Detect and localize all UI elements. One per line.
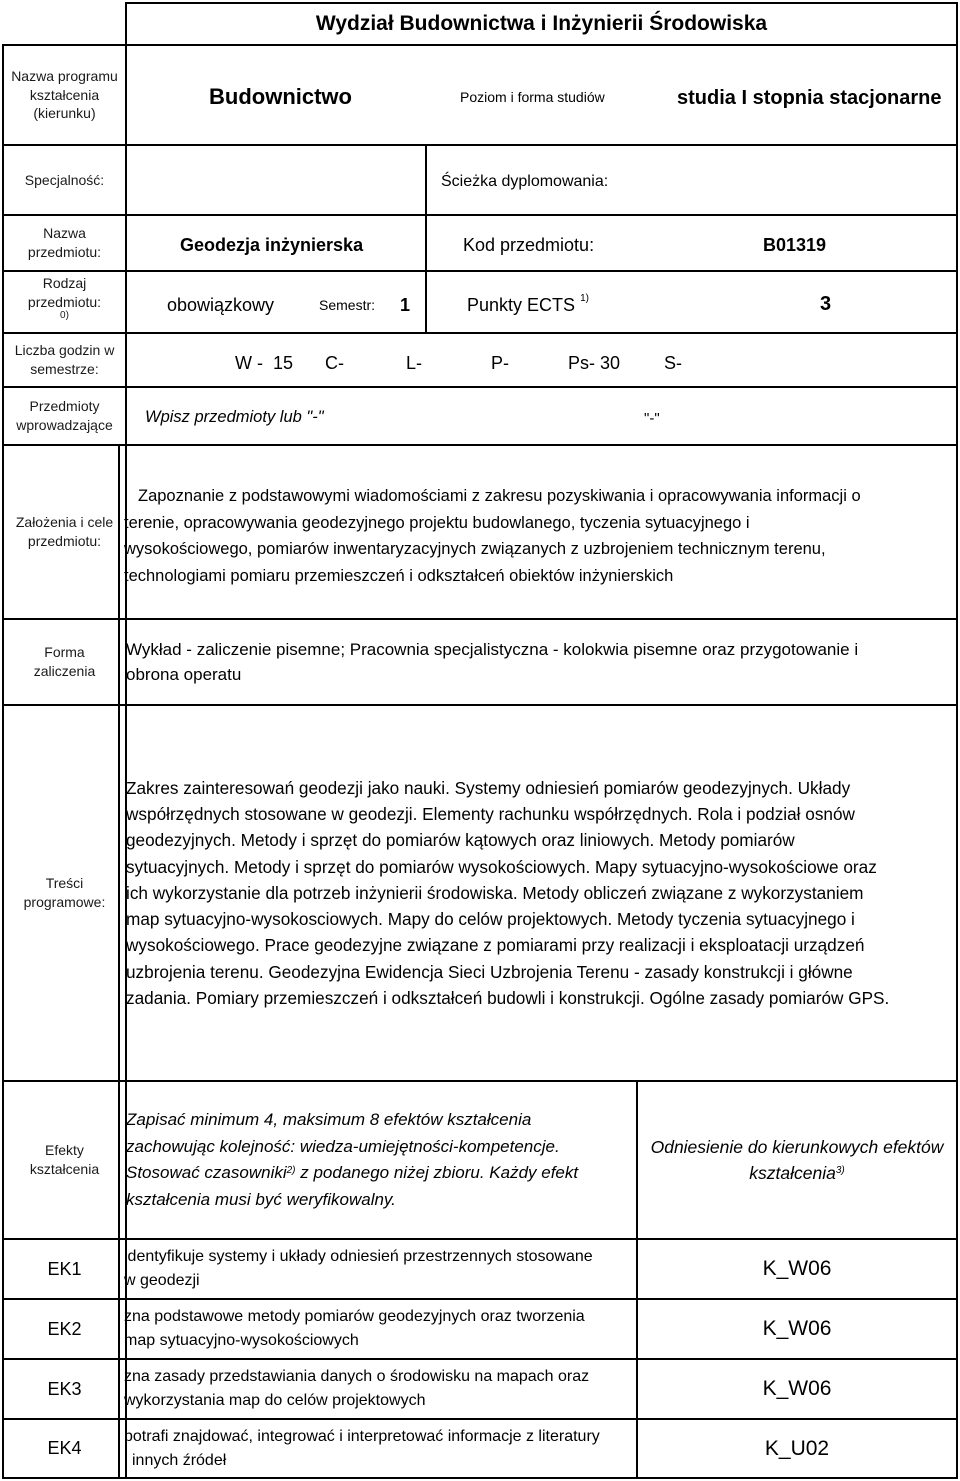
hours-w: W - 15 [235,353,294,373]
ek4-desc-line-1: potrafi znajdować, integrować i interpretować informacje z literatury [124,1427,600,1445]
goals-label-cell [2,444,127,620]
subject-label-line-2: przedmiotu: [27,244,102,260]
ects-value: 3 [820,293,832,315]
type-label-line-1: Rodzaj [42,274,87,291]
ek2-id: EK2 [47,1318,82,1339]
effects-instruction-4: z podanego niżej zbioru. Każdy efekt [295,1163,579,1182]
content-line-3: geodezyjnych. Metody i sprzęt do pomiarów kątowych oraz liniowych. Metody pomiarów [126,830,795,851]
hours-ps: Ps- 30 [568,353,621,373]
hours-label-line-2: semestrze: [30,361,99,377]
hours-value-cell [125,332,958,388]
ek4-desc-cell [118,1418,638,1479]
ek3-desc-line-2: wykorzystania map do celów projektowych [124,1392,426,1409]
content-line-5: ich wykorzystanie dla potrzeb inżynierii środowiska. Metody obliczeń związane z wykorzystaniem [126,882,864,903]
effects-label-line-1: Efekty [45,1142,84,1159]
goals-label-line-2: przedmiotu: [27,533,102,549]
assessment-label-line-1: Forma [44,644,85,661]
hours-s: S- [664,353,682,373]
goals-line-3: wysokościowego, pomiarów inwentaryzacyjnych związanych z uzbrojeniem technicznym terenu, [124,540,826,558]
effects-reference-line-2: kształcenia [749,1163,836,1183]
hours-l: L- [406,353,423,373]
ek1-code: K_W06 [762,1257,832,1280]
effects-instruction-1: Zapisać minimum 4, maksimum 8 efektów kształcenia [126,1110,532,1129]
goals-line-1: Zapoznanie z podstawowymi wiadomościami z zakresu pozyskiwania i opracowywania informacji o [138,487,861,505]
ek3-code: K_W06 [762,1377,832,1400]
subject-code-label: Kod przedmiotu: [463,235,595,255]
effects-reference-sup: 3) [835,1165,845,1176]
specialty-label: Specjalność: [24,171,105,188]
goals-line-2: terenie, opracowywania geodezyjnego projektu budowlanego, tyczenia sytuacyjnego i [124,513,750,532]
prereq-value: Wpisz przedmioty lub "-" [145,408,324,426]
hours-label-line-1: Liczba godzin w [14,342,115,359]
effects-label-line-2: kształcenia [29,1161,100,1177]
ek2-desc-line-1: zna podstawowe metody pomiarów geodezyjnych oraz tworzenia [124,1308,585,1325]
ects-cell [425,270,958,334]
ek4-code-cell [636,1418,958,1479]
path-cell [425,144,958,216]
assessment-line-1: Wykład - zaliczenie pisemne; Pracownia specjalistyczna - kolokwia pisemne oraz przygotowanie i [126,640,859,659]
goals-label-line-1: Założenia i cele [15,514,114,531]
ek3-id: EK3 [47,1378,82,1399]
ects-label-text: Punkty ECTS [467,295,576,315]
path-label: Ścieżka dyplomowania: [441,173,609,190]
faculty-title-cell [125,2,958,46]
prereq-label-line-2: wprowadzające [16,417,113,433]
ek3-desc-cell [118,1358,638,1420]
effects-instructions-cell [118,1080,638,1240]
hours-label-cell [2,332,127,388]
specialty-value-cell [125,144,427,216]
ek1-code-cell [636,1238,958,1300]
effects-instruction-3: Stosować czasowniki [126,1163,287,1182]
content-line-8: uzbrojenia terenu. Geodezyjna Ewidencja Sieci Uzbrojenia Terenu - zasady konstrukcji i główne [126,961,853,982]
ek1-desc-line-1: identyfikuje systemy i układy odniesień przestrzennych stosowane [124,1248,593,1265]
semester-value: 1 [400,295,411,315]
subject-name: Geodezja inżynierska [180,235,364,255]
ects-label [467,293,589,315]
content-line-1: Zakres zainteresowań geodezji jako nauki. Systemy odniesień pomiarów geodezyjnych. Układy [126,777,851,798]
assessment-label-cell [2,618,127,706]
ek3-code-cell [636,1358,958,1420]
effects-instruction-sup: 2) [286,1165,296,1176]
content-label-cell [2,704,127,1082]
semester-label: Semestr: [319,297,376,313]
ek2-code: K_W06 [762,1317,832,1340]
content-label-line-1: Treści [45,875,84,892]
type-value-cell [125,270,427,334]
ek4-code: K_U02 [764,1436,830,1460]
prereq-label-cell [2,386,127,446]
type-value: obowiązkowy [167,295,275,315]
content-label-line-2: programowe: [23,894,106,910]
ek1-id-cell [2,1238,127,1300]
assessment-label-line-2: zaliczenia [33,663,96,679]
ek1-id: EK1 [47,1258,82,1279]
program-name: Budownictwo [209,84,352,109]
ek2-id-cell [2,1298,127,1360]
ects-sup: 1) [580,293,589,304]
subject-name-cell [125,214,427,272]
subject-code-cell [425,214,958,272]
effects-label-cell [2,1080,127,1240]
specialty-label-cell [2,144,127,216]
level-value: studia I stopnia stacjonarne [677,87,942,109]
effects-instruction-5: kształcenia musi być weryfikowalny. [126,1189,396,1209]
ek1-desc-cell [118,1238,638,1300]
prereq-label-line-1: Przedmioty [29,398,100,415]
ek4-id: EK4 [47,1438,82,1458]
type-label-sup: 0) [60,310,69,322]
assessment-value-cell [118,618,958,706]
ek3-desc-line-1: zna zasady przedstawiania danych o środowisku na mapach oraz [124,1368,590,1385]
assessment-line-2: obrona operatu [126,665,242,684]
ek3-id-cell [2,1358,127,1420]
program-label-line-3: (kierunku) [33,105,96,122]
content-line-4: sytuacyjnych. Metody i sprzęt do pomiarów wysokościowych. Mapy sytuacyjno-wysokościowe oraz [126,856,877,877]
ek2-desc-line-2: map sytuacyjno-wysokościowych [124,1332,359,1349]
content-line-6: map sytuacyjno-wysokosciowych. Mapy do celów projektowych. Metody tyczenia sytuacyjnego i [126,909,855,930]
prereq-dash: "-" [644,410,660,427]
type-label-cell [2,270,127,334]
ek2-desc-cell [118,1298,638,1360]
content-line-2: współrzędnych stosowane w geodezji. Elementy rachunku współrzędnych. Rola i podział osnów [126,803,855,824]
ek1-desc-line-2: w geodezji [124,1272,200,1289]
level-label: Poziom i forma studiów [460,89,605,105]
effects-reference-cell [636,1080,958,1240]
subject-code: B01319 [763,235,827,255]
ek4-id-cell [2,1418,127,1479]
goals-line-4: technologiami pomiaru przemieszczeń i odkształceń obiektów inżynierskich [124,566,674,585]
type-label-line-2: przedmiotu: [27,293,102,310]
ek4-desc-line-2: i innych źródeł [124,1451,227,1469]
effects-instruction-2: zachowując kolejność: wiedza-umiejętności-kompetencje. [126,1136,560,1156]
hours-p: P- [491,353,509,373]
ek2-code-cell [636,1298,958,1360]
content-value-cell [118,704,958,1082]
goals-value-cell [118,444,958,620]
content-line-9: zadania. Pomiary przemieszczeń i odkształceń budowli i konstrukcji. Ogólne zasady pomiarów GPS. [126,988,890,1009]
program-label-cell [2,44,127,146]
faculty-title: Wydział Budownictwa i Inżynierii Środowiska [315,12,768,35]
program-label-line-1: Nazwa programu [11,67,118,84]
subject-label-line-1: Nazwa [43,225,86,242]
program-label-line-2: kształcenia [29,86,100,103]
program-value-cell [125,44,958,146]
subject-label-cell [2,214,127,272]
content-line-7: wysokościowego. Prace geodezyjne związane z pomiarami przy realizacji i eksploatacji urządzeń [126,935,865,956]
prereq-value-cell [125,386,958,446]
effects-reference-line-1: Odniesienie do kierunkowych efektów [650,1137,944,1157]
hours-c: C- [325,353,344,373]
